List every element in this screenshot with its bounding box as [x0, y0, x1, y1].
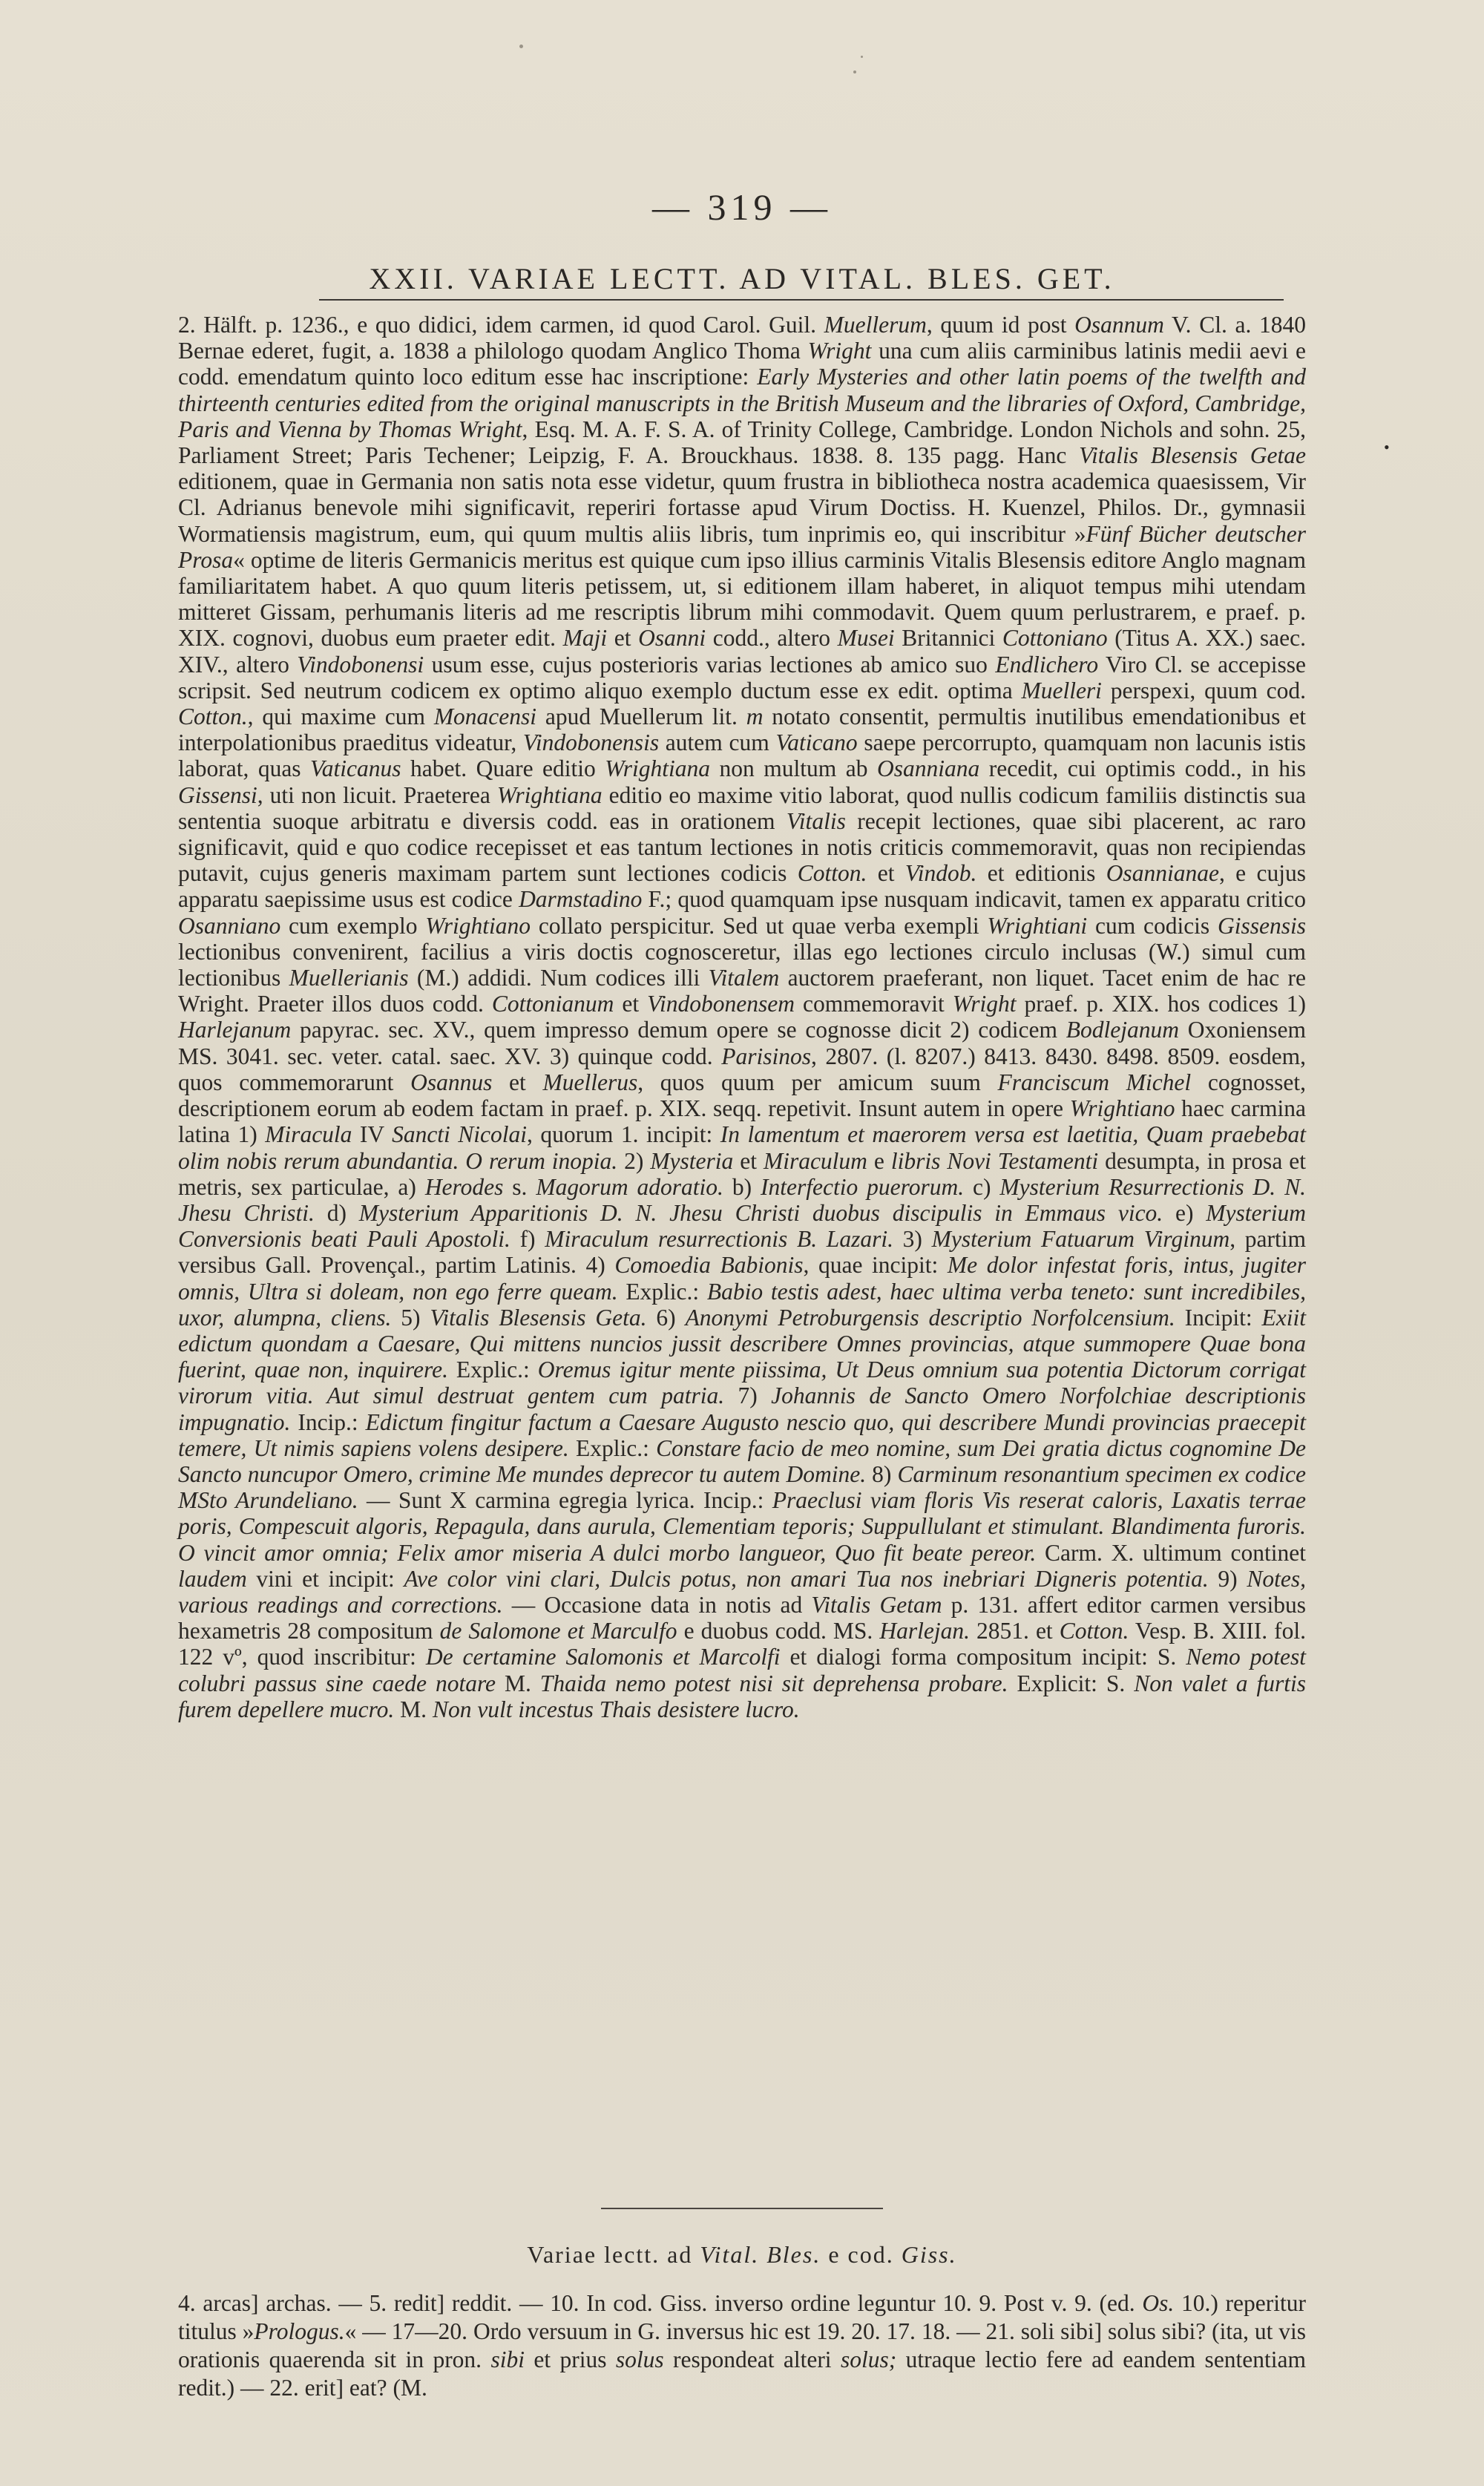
text-run: laudem [178, 1565, 247, 1592]
text-run: Endlichero [995, 651, 1099, 678]
text-run: desumpta, in prosa et metris, sex particulae, a) [178, 1147, 1306, 1200]
text-run: et editionis [976, 860, 1106, 887]
text-run: Mysterium Fatuarum Virginum [931, 1226, 1230, 1253]
main-text [178, 312, 1306, 1722]
running-head: XXII. VARIAE LECTT. AD VITAL. BLES. GET. [369, 262, 1115, 295]
text-run: Vitalis Blesensis Geta. [430, 1304, 647, 1331]
text-run: Ave color vini clari, Dulcis potus, non amari Tua nos inebriari Digneris potentia. [404, 1565, 1209, 1592]
variant-readings [178, 2289, 1306, 2402]
text-run: Muelleri [1021, 677, 1102, 704]
text-run: et [867, 860, 905, 887]
text-run: commemoravit [795, 991, 953, 1017]
text-run: Thaida nemo potest nisi sit deprehensa probare. [539, 1670, 1008, 1696]
text-run: M. [394, 1696, 433, 1722]
text-run: Gissensi [178, 781, 257, 808]
text-run: Osanniano [178, 912, 281, 939]
text-run: Sancti Nicolai [392, 1121, 528, 1148]
text-run: Muellerianis [289, 965, 409, 991]
text-run: , qui maxime cum [247, 704, 434, 730]
text-run: , quos quum per amicum suum [637, 1069, 998, 1095]
text-run: lectionibus convenirent, facilius a viris doctis cognosceretur, illas ego lectiones circulo inclusas (W.) simul cum lectionibus [178, 938, 1306, 991]
section-divider [601, 2208, 883, 2209]
text-run: Gissensis [1217, 912, 1306, 939]
text-run: et [492, 1069, 543, 1095]
text-run: cognosset, descriptionem eorum ab eodem factam in praef. p. XIX. seqq. repetivit. Insunt autem in opere [178, 1069, 1306, 1122]
text-run: Monacensi [433, 704, 537, 730]
text-run: recedit, cui optimis codd., in his [979, 755, 1306, 782]
text-run: , e cujus apparatu saepissime usus est codice [178, 860, 1306, 913]
text-run: Explicit: S. [1008, 1670, 1135, 1696]
text-run: Mysterium Resurrectionis D. N. Jhesu Christi. [178, 1173, 1306, 1226]
text-run: Miraculum resurrectionis B. Lazari. [545, 1226, 893, 1253]
heading-run: e cod. [821, 2241, 902, 2268]
text-run: Vindobonensem [647, 991, 795, 1017]
text-run: e) [1163, 1199, 1206, 1226]
text-run: et [614, 991, 648, 1017]
variants-heading [0, 2241, 1484, 2269]
text-run: Vaticanus [310, 755, 401, 782]
text-run: e [867, 1147, 891, 1174]
text-run: Harlejanum [178, 1017, 292, 1043]
text-run: Vitalis Getam [811, 1591, 942, 1618]
text-run: Wrightiani [987, 912, 1088, 939]
text-run: habet. Quare editio [401, 755, 605, 782]
paper-speck [853, 70, 856, 73]
text-run: 8) [866, 1460, 898, 1487]
text-run: Explic.: [568, 1434, 657, 1461]
variant-run: et prius [524, 2346, 616, 2372]
page-number: — 319 — [652, 186, 832, 228]
text-run: Maji [562, 625, 608, 652]
text-run: Explic.: [617, 1278, 707, 1305]
text-run: 9) [1208, 1565, 1247, 1592]
paper-speck [861, 56, 863, 58]
text-run: Osanni [638, 625, 706, 652]
text-run: Osanniana [876, 755, 980, 782]
text-run: , uti non licuit. Praeterea [257, 781, 497, 808]
text-run: papyrac. sec. XV., quem impresso demum opere se cognosse dicit 2) codicem [291, 1017, 1066, 1043]
text-run: s. [503, 1173, 536, 1200]
text-run: f) [510, 1226, 545, 1253]
text-run: apud Muellerum lit. [536, 704, 746, 730]
text-run: Herodes [424, 1173, 504, 1200]
text-run: « optime de literis Germanicis meritus est quique cum ipso illius carminis Vitalis Blesensis editore Anglo magnam familiaritatem habet. A quo quum literis petissem, ut, si editionem illam haberet, in aliquot tempus mihi utendam mitteret Gissam, perhumanis literis ad me rescriptis librum mihi commodavit. Quem quum perlustrarem, e praef. p. XIX. cognovi, duobus eum praeter edit. [178, 546, 1306, 652]
text-run: Non valet a furtis furem depellere mucro. [178, 1670, 1307, 1722]
variant-run: solus [615, 2346, 664, 2372]
text-run: , quae incipit: [803, 1252, 948, 1279]
text-run: non multum ab [710, 755, 877, 782]
text-run: p. 131. affert editor carmen versibus hexametris 28 compositum [178, 1591, 1306, 1644]
text-run: haec carmina latina 1) [178, 1095, 1306, 1148]
text-run: Wrightiano [425, 912, 531, 939]
text-run: Vitalem [708, 965, 780, 991]
text-run: Nemo potest colubri passus sine caede notare [178, 1644, 1307, 1696]
text-run: Me dolor infestat foris, intus, jugiter omnis, Ultra si doleam, non ego ferre queam. [178, 1252, 1306, 1305]
text-run: (Titus A. XX.) saec. XIV., altero [178, 625, 1306, 678]
text-run: Wrightiana [605, 755, 711, 782]
text-run: Comoedia Babionis [614, 1252, 804, 1279]
text-run: Incipit: [1175, 1304, 1262, 1331]
text-run: Osannum [1074, 312, 1164, 338]
text-run: Magorum adoratio. [536, 1173, 723, 1200]
text-run: cum exemplo [280, 912, 426, 939]
text-run: Constare facio de meo nomine, sum Dei gratia dictus cognomine De Sancto nuncupor Omero, crimine Me mundes deprecor tu autem Domine. [178, 1434, 1307, 1487]
text-run: Cotton. [178, 704, 248, 730]
text-run: Darmstadino [519, 886, 643, 913]
text-run: , Esq. M. A. F. S. A. of Trinity College, Cambridge. London Nichols and sohn. 25, Parliament Street; Paris Techener; Leipzig, F. A. Brouckhaus. 1838. 8. 135 pagg. Hanc [178, 416, 1306, 469]
variant-run: 10.) reperitur titulus » [178, 2290, 1306, 2344]
text-run: et [733, 1147, 764, 1174]
text-run: vini et incipit: [246, 1565, 404, 1592]
text-run: Fünf Bücher deutscher Prosa [178, 520, 1306, 573]
text-run: In lamentum et maerorem versa est laetitia, Quam praebebat olim nobis rerum abundantia. O rerum inopia. [178, 1121, 1306, 1174]
text-run: una cum aliis carminibus latinis medii aevi e codd. emendatum quinto loco editum esse hac inscriptione: [178, 338, 1306, 390]
text-run: Interfectio puerorum. [761, 1173, 965, 1200]
text-run: Vindobonensis [522, 729, 660, 756]
text-run: Miraculum [763, 1147, 867, 1174]
text-run: 2) [617, 1147, 651, 1174]
text-run: c) [964, 1173, 1000, 1200]
text-run: Vitalis Blesensis Getae [1079, 442, 1306, 469]
text-run: Cotton. [1059, 1618, 1129, 1644]
text-run: 6) [646, 1304, 686, 1331]
text-run: e duobus codd. MS. [677, 1618, 880, 1644]
text-run: 2. Hälft. p. 1236., e quo didici, idem carmen, id quod Carol. Guil. [178, 312, 824, 338]
text-run: saepe percorrupto, quamquam non lacunis istis laborat, quas [178, 729, 1306, 782]
text-run: Early Mysteries and other latin poems of the twelfth and thirteenth centuries edited from the original manuscripts in the British Museum and the libraries of Oxford, Cambridge, Paris and Vienna by Thomas Wright [178, 364, 1306, 442]
text-run: V. Cl. a. 1840 Bernae ederet, fugit, a. 1838 a philologo quodam Anglico Thoma [178, 312, 1306, 364]
text-run: de Salomone et Marculfo [439, 1618, 677, 1644]
text-run: et dialogi forma compositum incipit: S. [780, 1644, 1186, 1670]
text-run: Anonymi Petroburgensis descriptio Norfolcensium. [685, 1304, 1175, 1331]
text-run: Musei [837, 625, 895, 652]
text-run: Mysterium Apparitionis D. N. Jhesu Christi duobus discipulis in Emmaus vico. [358, 1199, 1163, 1226]
variant-run: sibi [490, 2346, 525, 2372]
text-run: recepit lectiones, quae sibi placerent, ac raro significavit, quid e quo codice recepisset et eas tantum lectiones in notis criticis commemoravit, quas non recipiendas putavit, cujus generis maximam partem sunt lectiones codicis [178, 807, 1307, 887]
text-run: Vesp. B. XIII. fol. 122 vº, quod inscribitur: [178, 1618, 1307, 1670]
text-run: editionem, quae in Germania non satis nota esse videtur, quum frustra in bibliotheca nostra academica quaesissem, Vir Cl. Adrianus benevole mihi significavit, reperiri fortasse apud Virum Doctiss. H. Kuenzel, Philos. Dr., gymnasii Wormatiensis magistrum, eum, qui quum multis aliis libris, tum inprimis eo, qui inscribitur » [178, 468, 1306, 547]
text-run: Wrightiana [496, 781, 603, 808]
text-run: Vindobonensi [297, 651, 424, 678]
text-run: M. [496, 1670, 540, 1696]
text-run: Wright [807, 338, 872, 364]
text-run: Johannis de Sancto Omero Norfolchiae descriptionis impugnatio. [178, 1383, 1306, 1435]
text-run: collato perspicitur. Sed ut quae verba exempli [531, 912, 988, 939]
text-run: editio eo maxime vitio laborat, quod nullis codicum familiis distinctis sua sententia suoque arbitratu e diversis codd. eas in orationem [178, 781, 1306, 834]
text-run: d) [314, 1199, 359, 1226]
text-run: Parisinos [721, 1043, 811, 1069]
text-run: Notes, various readings and corrections. [178, 1565, 1306, 1618]
text-run: Cottoniano [1002, 625, 1108, 652]
text-run: Exiit edictum quondam a Caesare, Qui mittens nuncios jussit describere Omnes provincias, atque summopere Quae bona fuerint, quae non, inquirere. [178, 1304, 1307, 1383]
text-run: Vindob. [904, 860, 977, 887]
heading-run: Variae lectt. ad [527, 2241, 700, 2268]
text-run: F.; quod quamquam ipse nusquam indicavit, tamen ex apparatu critico [642, 886, 1306, 913]
text-run: Miracula [265, 1121, 352, 1148]
text-run: Praeclusi viam floris Vis reserat caloris, Laxatis terrae poris, Compescuit algoris, Repagula, dans aurula, Clementiam teporis; Suppullulant et stimulant. Blandimenta furoris. O vincit amor omnia; Felix amor miseria A dulci morbo langueor, Quo fit beate pereor. [178, 1487, 1306, 1566]
text-run: Wrightiano [1069, 1095, 1175, 1122]
text-run: Incip.: [290, 1408, 366, 1435]
paper-speck [519, 45, 523, 48]
head-rule [319, 299, 1284, 301]
text-run: IV [352, 1121, 393, 1148]
variant-run: respondeat alteri [663, 2346, 841, 2372]
text-run: Osannianae [1106, 860, 1219, 887]
text-run: , partim versibus Gall. Provençal., partim Latinis. 4) [178, 1226, 1306, 1279]
text-run: autem cum [659, 729, 776, 756]
text-run: codd., altero [706, 625, 838, 652]
text-run: Cottonianum [491, 991, 614, 1017]
text-run: 5) [391, 1304, 430, 1331]
text-run: cum codicis [1087, 912, 1218, 939]
text-run: Babio testis adest, haec ultima verba teneto: sunt incredibiles, uxor, alumpna, cliens. [178, 1278, 1306, 1331]
text-run: (M.) addidi. Num codices illi [408, 965, 709, 991]
text-run: — Sunt X carmina egregia lyrica. Incip.: [358, 1487, 772, 1514]
text-run: Mysteria [650, 1147, 734, 1174]
text-run: 2851. et [969, 1618, 1060, 1644]
variant-run: utraque lectio fere ad eandem sententiam redit.) — 22. erit] eat? (M. [178, 2346, 1307, 2401]
text-run: Carm. X. ultimum continet [1036, 1539, 1306, 1566]
text-run: , 2807. (l. 8207.) 8413. 8430. 8498. 8509. eosdem, quos commemorarunt [178, 1043, 1306, 1095]
text-run: , quorum 1. incipit: [527, 1121, 720, 1148]
text-run: Oremus igitur mente piissima, Ut Deus omnium sua potentia Dictorum corrigat virorum vitia. Aut simul destruat gentem cum patria. [178, 1357, 1307, 1409]
text-run: Viro Cl. se accepisse scripsit. Sed neutrum codicem ex optimo aliquo exemplo ductum esse ex edit. optima [178, 651, 1306, 704]
text-run: Vitalis [786, 807, 846, 834]
variant-run: Prologus. [254, 2318, 345, 2344]
text-run: 3) [893, 1226, 932, 1253]
text-run: m [746, 704, 764, 730]
text-run: — Occasione data in notis ad [502, 1591, 812, 1618]
text-run: , quum id post [926, 312, 1075, 338]
text-run: b) [723, 1173, 761, 1200]
heading-run: Vital. Bles. [700, 2241, 821, 2268]
text-run: Franciscum Michel [997, 1069, 1192, 1095]
text-run: Non vult incestus Thais desistere lucro. [432, 1696, 800, 1722]
text-run: Bodlejanum [1066, 1017, 1179, 1043]
variant-run: Os. [1142, 2290, 1175, 2316]
text-run: Carminum resonantium specimen ex codice MSto Arundeliano. [178, 1460, 1306, 1514]
text-run: 7) [724, 1383, 772, 1409]
heading-run: Giss. [901, 2241, 957, 2268]
text-run: Wright [952, 991, 1017, 1017]
variant-run: solus; [840, 2346, 897, 2372]
variant-run: « — 17—20. Ordo versuum in G. inversus hic est 19. 20. 17. 18. — 21. soli sibi] solus sibi? (ita, ut vis orationis quaerenda sit in pron. [178, 2318, 1307, 2372]
text-run: libris Novi Testamenti [890, 1147, 1099, 1174]
text-run: Mysterium Conversionis beati Pauli Apostoli. [178, 1199, 1306, 1253]
text-run: et [607, 625, 639, 652]
text-run: Muellerum [824, 312, 927, 338]
text-run: Muellerus [542, 1069, 638, 1095]
text-run: auctorem praeferant, non liquet. Tacet enim de hac re Wright. Praeter illos duos codd. [178, 965, 1306, 1017]
text-run: Harlejan. [879, 1618, 970, 1644]
margin-bullet: • [1384, 438, 1390, 456]
text-run: Explic.: [447, 1357, 538, 1383]
text-run: Britannici [894, 625, 1002, 652]
text-run: Osannus [410, 1069, 493, 1095]
text-run: Vaticano [775, 729, 858, 756]
text-run: notato consentit, permultis inutilibus emendationibus et interpolationibus praeditus videatur, [178, 704, 1306, 756]
text-run: Cotton. [797, 860, 867, 887]
text-run: Oxoniensem MS. 3041. sec. veter. catal. saec. XV. 3) quinque codd. [178, 1017, 1306, 1069]
text-run: usum esse, cujus posterioris varias lectiones ab amico suo [424, 651, 996, 678]
variant-run: 4. arcas] archas. — 5. redit] reddit. — 10. In cod. Giss. inverso ordine leguntur 10. 9. Post v. 9. (ed. [178, 2290, 1143, 2316]
text-run: praef. p. XIX. hos codices 1) [1016, 991, 1306, 1017]
text-run: perspexi, quum cod. [1101, 677, 1306, 704]
text-run: De certamine Salomonis et Marcolfi [425, 1644, 781, 1670]
text-run: Edictum fingitur factum a Caesare Augusto nescio quo, qui describere Mundi provincias praecepit temere, Ut nimis sapiens volens desipere. [178, 1408, 1306, 1461]
